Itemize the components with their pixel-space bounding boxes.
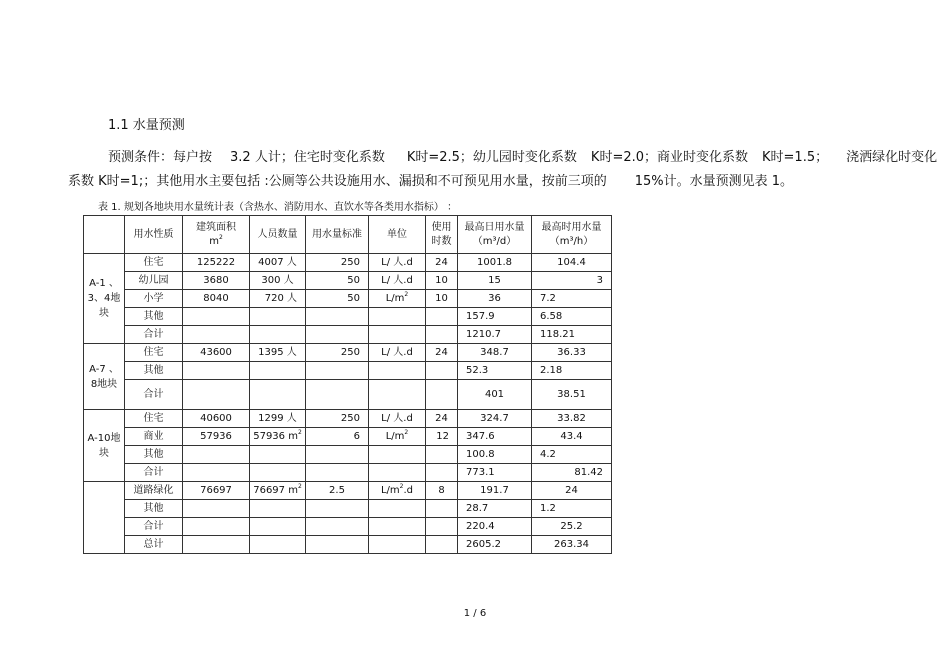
cell-daily: 100.8 <box>458 446 532 464</box>
header-std: 用水量标准 <box>306 216 369 254</box>
cell-type: 合计 <box>125 380 183 410</box>
cell-type: 住宅 <box>125 410 183 428</box>
cell-hours: 12 <box>426 428 458 446</box>
cell-unit: $L/m^2$ <box>369 290 426 308</box>
cell-empty <box>183 500 250 518</box>
cell-hourly: 118.21 <box>532 326 612 344</box>
cell-hourly: 2.18 <box>532 362 612 380</box>
cell-empty <box>426 446 458 464</box>
cell-daily: 1001.8 <box>458 254 532 272</box>
cell-empty <box>369 326 426 344</box>
table-caption: 表 1. 规划各地块用水量统计表（含热水、消防用水、直饮水等各类用水指标） ： <box>98 202 458 213</box>
cell-type: 幼儿园 <box>125 272 183 290</box>
cell-daily: 401 <box>458 380 532 410</box>
cell-hourly: 1.2 <box>532 500 612 518</box>
cell-type: 其他 <box>125 446 183 464</box>
cell-area: 43600 <box>183 344 250 362</box>
header-daily: 最高日用水量（m³/d） <box>458 216 532 254</box>
cell-daily: 28.7 <box>458 500 532 518</box>
cell-empty <box>369 500 426 518</box>
cell-hourly: 43.4 <box>532 428 612 446</box>
text-run: 浇洒绿化时变化 <box>846 150 938 165</box>
cell-area: 76697 <box>183 482 250 500</box>
cell-people: 1299 人 <box>250 410 306 428</box>
table-row <box>84 482 612 500</box>
block-label: A-10地块 <box>84 410 125 482</box>
table-row <box>84 464 612 482</box>
table-row <box>84 410 612 428</box>
page-number: 1 / 6 <box>463 608 487 619</box>
cell-empty <box>426 362 458 380</box>
cell-std: 250 <box>306 254 369 272</box>
cell-empty <box>369 518 426 536</box>
table-row <box>84 518 612 536</box>
cell-hourly: 81.42 <box>532 464 612 482</box>
cell-people: 720 人 <box>250 290 306 308</box>
table-row <box>84 362 612 380</box>
water-demand-table <box>83 215 612 554</box>
cell-empty <box>306 536 369 554</box>
cell-hourly: 3 <box>532 272 612 290</box>
cell-std: 2.5 <box>306 482 369 500</box>
cell-empty <box>183 446 250 464</box>
cell-empty <box>369 536 426 554</box>
cell-hourly: 7.2 <box>532 290 612 308</box>
cell-hourly: 4.2 <box>532 446 612 464</box>
cell-area: 8040 <box>183 290 250 308</box>
table-row <box>84 536 612 554</box>
cell-unit: $L/m^2.d$ <box>369 482 426 500</box>
text-run: 15%计。水量预测见表 1。 <box>634 174 794 189</box>
table-header-row <box>84 216 612 254</box>
cell-empty <box>426 500 458 518</box>
cell-hours: 24 <box>426 344 458 362</box>
cell-unit: L/ 人.d <box>369 344 426 362</box>
cell-hourly: 104.4 <box>532 254 612 272</box>
cell-empty <box>369 362 426 380</box>
cell-empty <box>250 518 306 536</box>
cell-std: 250 <box>306 344 369 362</box>
cell-empty <box>183 536 250 554</box>
table-row <box>84 446 612 464</box>
cell-empty <box>306 518 369 536</box>
cell-std: 250 <box>306 410 369 428</box>
header-hourly: 最高时用水量（m³/h） <box>532 216 612 254</box>
cell-type: 其他 <box>125 362 183 380</box>
cell-empty <box>250 446 306 464</box>
cell-empty <box>306 500 369 518</box>
cell-type: 住宅 <box>125 344 183 362</box>
block-label-empty <box>84 482 125 554</box>
cell-empty <box>250 464 306 482</box>
cell-type: 道路绿化 <box>125 482 183 500</box>
cell-empty <box>183 518 250 536</box>
table-row <box>84 428 612 446</box>
cell-empty <box>306 326 369 344</box>
cell-hourly: 263.34 <box>532 536 612 554</box>
section-heading: 1.1 水量预测 <box>108 118 185 133</box>
table-row <box>84 326 612 344</box>
cell-empty <box>250 500 306 518</box>
header-blank <box>84 216 125 254</box>
header-people: 人员数量 <box>250 216 306 254</box>
cell-empty <box>250 380 306 410</box>
cell-hourly: 6.58 <box>532 308 612 326</box>
cell-empty <box>426 464 458 482</box>
cell-empty <box>306 446 369 464</box>
cell-empty <box>183 308 250 326</box>
text-run: 预测条件：每户按 <box>108 150 213 165</box>
cell-people: 4007 人 <box>250 254 306 272</box>
cell-hours: 24 <box>426 254 458 272</box>
cell-empty <box>306 380 369 410</box>
paragraph-conditions <box>108 146 937 165</box>
cell-empty <box>183 380 250 410</box>
table-row <box>84 344 612 362</box>
cell-empty <box>250 362 306 380</box>
cell-empty <box>250 326 306 344</box>
header-hours: 使用时数 <box>426 216 458 254</box>
cell-daily: 36 <box>458 290 532 308</box>
table-row <box>84 290 612 308</box>
table-row <box>84 254 612 272</box>
cell-type: 合计 <box>125 464 183 482</box>
table-row <box>84 380 612 410</box>
cell-hours: 10 <box>426 272 458 290</box>
cell-empty <box>369 308 426 326</box>
cell-type: 商业 <box>125 428 183 446</box>
cell-daily: 157.9 <box>458 308 532 326</box>
block-label: A-1 、3、4地块 <box>84 254 125 344</box>
cell-daily: 1210.7 <box>458 326 532 344</box>
header-type: 用水性质 <box>125 216 183 254</box>
cell-people: 76697 $m^2$ <box>250 482 306 500</box>
cell-type: 小学 <box>125 290 183 308</box>
cell-area: 125222 <box>183 254 250 272</box>
cell-unit: L/ 人.d <box>369 254 426 272</box>
text-run: 系数 K时=1;；其他用水主要包括 :公厕等公共设施用水、漏损和不可预见用水量，按前三项的 <box>68 174 607 189</box>
cell-empty <box>369 380 426 410</box>
cell-hourly: 24 <box>532 482 612 500</box>
cell-empty <box>426 380 458 410</box>
cell-std: 50 <box>306 290 369 308</box>
cell-unit: L/ 人.d <box>369 410 426 428</box>
cell-hourly: 36.33 <box>532 344 612 362</box>
cell-daily: 324.7 <box>458 410 532 428</box>
cell-empty <box>426 326 458 344</box>
cell-type: 合计 <box>125 326 183 344</box>
cell-type: 总计 <box>125 536 183 554</box>
cell-daily: 15 <box>458 272 532 290</box>
cell-empty <box>306 308 369 326</box>
text-run: K时=2.0；商业时变化系数 <box>590 150 749 165</box>
cell-area: 3680 <box>183 272 250 290</box>
cell-empty <box>426 536 458 554</box>
cell-daily: 348.7 <box>458 344 532 362</box>
table-row <box>84 308 612 326</box>
cell-type: 合计 <box>125 518 183 536</box>
cell-hours: 10 <box>426 290 458 308</box>
cell-empty <box>250 536 306 554</box>
cell-daily: 2605.2 <box>458 536 532 554</box>
cell-type: 住宅 <box>125 254 183 272</box>
cell-empty <box>183 326 250 344</box>
cell-hourly: 25.2 <box>532 518 612 536</box>
text-run: 3.2 人计；住宅时变化系数 <box>230 150 385 165</box>
cell-people: 300 人 <box>250 272 306 290</box>
cell-unit: $L/m^2$ <box>369 428 426 446</box>
cell-area: 40600 <box>183 410 250 428</box>
cell-empty <box>306 464 369 482</box>
cell-std: 6 <box>306 428 369 446</box>
cell-empty <box>426 308 458 326</box>
cell-std: 50 <box>306 272 369 290</box>
cell-daily: 191.7 <box>458 482 532 500</box>
paragraph-conditions-cont <box>68 170 793 189</box>
cell-hourly: 38.51 <box>532 380 612 410</box>
table-row <box>84 272 612 290</box>
cell-empty <box>250 308 306 326</box>
header-area: 建筑面积 $m^2$ <box>183 216 250 254</box>
cell-hours: 24 <box>426 410 458 428</box>
header-unit: 单位 <box>369 216 426 254</box>
cell-type: 其他 <box>125 308 183 326</box>
block-label: A-7 、8地块 <box>84 344 125 410</box>
table-row <box>84 500 612 518</box>
cell-empty <box>369 446 426 464</box>
cell-people: 1395 人 <box>250 344 306 362</box>
cell-daily: 347.6 <box>458 428 532 446</box>
cell-people: 57936 $m^2$ <box>250 428 306 446</box>
cell-empty <box>306 362 369 380</box>
cell-daily: 52.3 <box>458 362 532 380</box>
cell-empty <box>369 464 426 482</box>
cell-empty <box>426 518 458 536</box>
cell-empty <box>183 464 250 482</box>
cell-daily: 773.1 <box>458 464 532 482</box>
cell-hours: 8 <box>426 482 458 500</box>
text-run: K时=1.5； <box>762 150 829 165</box>
cell-daily: 220.4 <box>458 518 532 536</box>
cell-area: 57936 <box>183 428 250 446</box>
text-run: K时=2.5；幼儿园时变化系数 <box>406 150 577 165</box>
cell-unit: L/ 人.d <box>369 272 426 290</box>
cell-type: 其他 <box>125 500 183 518</box>
cell-hourly: 33.82 <box>532 410 612 428</box>
cell-empty <box>183 362 250 380</box>
